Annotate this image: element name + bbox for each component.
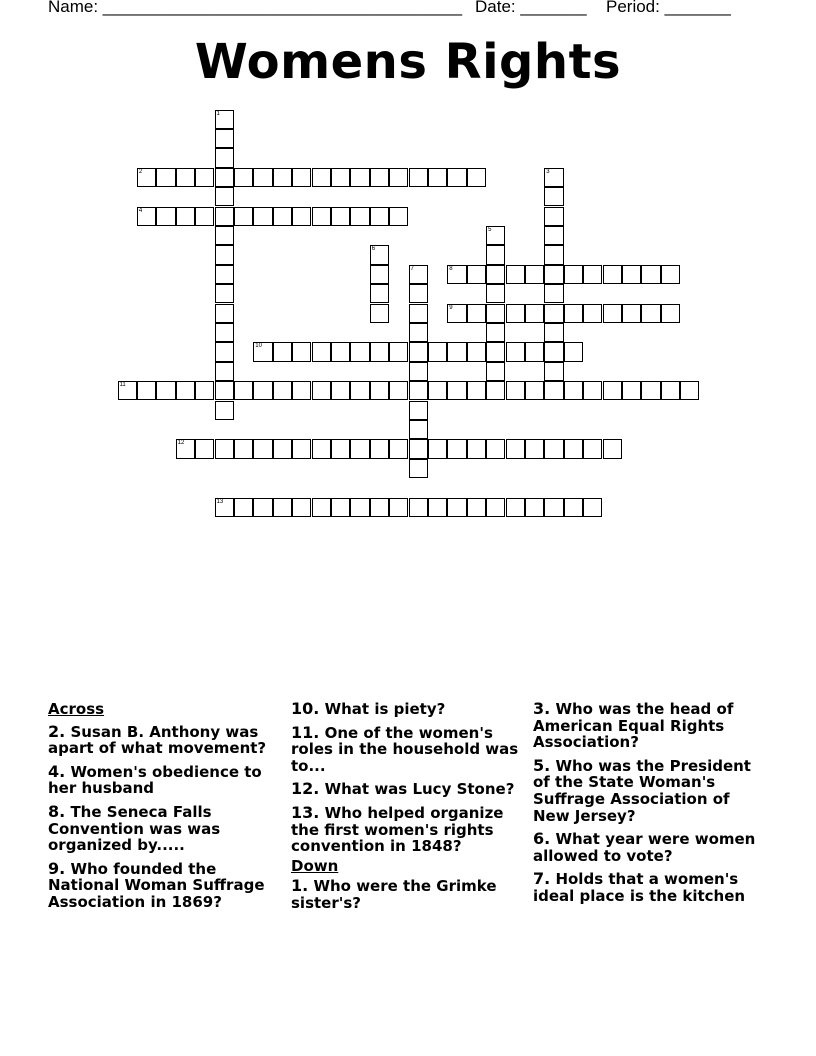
grid-cell[interactable] [331,439,350,458]
grid-cell[interactable] [564,342,583,361]
grid-cell[interactable] [350,207,369,226]
grid-cell[interactable] [564,439,583,458]
grid-cell[interactable] [583,304,602,323]
grid-cell[interactable] [486,498,505,517]
grid-cell[interactable] [350,342,369,361]
grid-cell[interactable] [331,498,350,517]
grid-cell[interactable] [292,439,311,458]
grid-cell[interactable] [544,362,563,381]
grid-cell[interactable] [506,265,525,284]
grid-cell[interactable] [389,439,408,458]
grid-cell[interactable] [525,439,544,458]
grid-cell[interactable] [409,439,428,458]
grid-cell[interactable] [331,207,350,226]
clue-down-3: 3. Who was the head of American Equal Rights Association? [533,699,734,752]
grid-cell[interactable] [215,148,234,167]
grid-cell[interactable] [564,265,583,284]
grid-cell[interactable] [428,342,447,361]
grid-cell[interactable] [331,168,350,187]
clue-across-10: 10. What is piety? [291,699,446,718]
grid-cell[interactable] [370,284,389,303]
grid-cell[interactable] [486,226,505,245]
grid-cell[interactable] [544,245,563,264]
grid-cell[interactable] [544,168,563,187]
clue-number: 8 [449,265,453,272]
grid-cell[interactable] [583,381,602,400]
grid-cell[interactable] [253,207,272,226]
clue-down-7: 7. Holds that a women's ideal place is the kitchen [533,869,746,905]
grid-cell[interactable] [447,342,466,361]
grid-cell[interactable] [215,323,234,342]
name-field[interactable]: Name: ______________________________________ [48,0,463,16]
grid-cell[interactable] [273,168,292,187]
grid-cell[interactable] [370,207,389,226]
grid-cell[interactable] [661,304,680,323]
grid-cell[interactable] [525,342,544,361]
grid-cell[interactable] [253,439,272,458]
clue-number: 4 [138,207,143,214]
grid-cell[interactable] [389,381,408,400]
grid-cell[interactable] [137,168,156,187]
grid-cell[interactable] [253,342,272,361]
grid-cell[interactable] [137,381,156,400]
grid-cell[interactable] [215,226,234,245]
grid-cell[interactable] [583,439,602,458]
grid-cell[interactable] [312,439,331,458]
page-title: Womens Rights [194,34,622,90]
grid-cell[interactable] [506,439,525,458]
grid-cell[interactable] [544,323,563,342]
grid-cell[interactable] [253,498,272,517]
grid-cell[interactable] [195,439,214,458]
grid-cell[interactable] [350,498,369,517]
grid-cell[interactable] [525,265,544,284]
grid-cell[interactable] [195,381,214,400]
grid-cell[interactable] [156,381,175,400]
grid-cell[interactable] [680,381,699,400]
clue-number: 9 [449,304,453,311]
grid-cell[interactable] [215,304,234,323]
clue-number: 11 [119,382,126,389]
grid-cell[interactable] [486,342,505,361]
grid-cell[interactable] [370,439,389,458]
grid-cell[interactable] [564,304,583,323]
clue-across-12: 12. What was Lucy Stone? [291,779,515,799]
grid-cell[interactable] [486,323,505,342]
grid-cell[interactable] [409,498,428,517]
grid-cell[interactable] [312,168,331,187]
grid-cell[interactable] [350,439,369,458]
grid-cell[interactable] [215,342,234,361]
grid-cell[interactable] [447,168,466,187]
grid-cell[interactable] [215,284,234,303]
grid-cell[interactable] [525,498,544,517]
grid-cell[interactable] [641,381,660,400]
grid-cell[interactable] [370,245,389,264]
clues-column-2 [291,701,521,919]
grid-cell[interactable] [486,265,505,284]
grid-cell[interactable] [583,498,602,517]
grid-cell[interactable] [137,207,156,226]
grid-cell[interactable] [447,381,466,400]
grid-cell[interactable] [370,381,389,400]
grid-cell[interactable] [544,498,563,517]
grid-cell[interactable] [215,129,234,148]
grid-cell[interactable] [467,168,486,187]
period-field[interactable]: Period: _______ [606,0,731,16]
grid-cell[interactable] [370,265,389,284]
grid-cell[interactable] [447,498,466,517]
clue-number: 3 [546,168,550,175]
clue-down-5: 5. Who was the President of the State Woman's Suffrage Association of New Jersey? [533,755,751,825]
grid-cell[interactable] [544,439,563,458]
grid-cell[interactable] [467,439,486,458]
grid-cell[interactable] [409,323,428,342]
grid-cell[interactable] [215,439,234,458]
grid-cell[interactable] [603,265,622,284]
grid-cell[interactable] [641,265,660,284]
grid-cell[interactable] [195,207,214,226]
grid-cell[interactable] [409,265,428,284]
grid-cell[interactable] [486,304,505,323]
clue-number: 2 [138,168,143,175]
grid-cell[interactable] [428,498,447,517]
grid-cell[interactable] [273,498,292,517]
grid-cell[interactable] [564,381,583,400]
grid-cell[interactable] [486,362,505,381]
grid-cell[interactable] [447,439,466,458]
grid-cell[interactable] [234,207,253,226]
grid-cell[interactable] [486,439,505,458]
grid-cell[interactable] [506,381,525,400]
grid-cell[interactable] [409,420,428,439]
grid-cell[interactable] [253,381,272,400]
grid-cell[interactable] [506,498,525,517]
grid-cell[interactable] [603,381,622,400]
grid-cell[interactable] [234,498,253,517]
grid-cell[interactable] [215,381,234,400]
grid-cell[interactable] [428,381,447,400]
grid-cell[interactable] [312,207,331,226]
clue-across-9: 9. Who founded the National Woman Suffrage Association in 1869? [48,858,265,911]
grid-cell[interactable] [331,381,350,400]
grid-cell[interactable] [428,168,447,187]
grid-cell[interactable] [409,304,428,323]
grid-cell[interactable] [583,265,602,284]
grid-cell[interactable] [603,304,622,323]
grid-cell[interactable] [409,168,428,187]
grid-cell[interactable] [467,498,486,517]
grid-cell[interactable] [603,439,622,458]
grid-cell[interactable] [486,381,505,400]
grid-cell[interactable] [661,265,680,284]
grid-cell[interactable] [273,207,292,226]
across-heading: Across [48,700,105,718]
grid-cell[interactable] [176,381,195,400]
grid-cell[interactable] [409,362,428,381]
clue-down-6: 6. What year were women allowed to vote? [533,829,756,865]
grid-cell[interactable] [292,207,311,226]
grid-cell[interactable] [350,168,369,187]
grid-cell[interactable] [176,439,195,458]
grid-cell[interactable] [544,226,563,245]
grid-cell[interactable] [409,284,428,303]
grid-cell[interactable] [525,304,544,323]
grid-cell[interactable] [467,265,486,284]
grid-cell[interactable] [215,187,234,206]
grid-cell[interactable] [447,304,466,323]
grid-cell[interactable] [544,265,563,284]
grid-cell[interactable] [156,207,175,226]
grid-cell[interactable] [370,498,389,517]
clue-number: 7 [410,265,414,272]
clue-across-4: 4. Women's obedience to her husband [48,761,262,798]
clue-number: 10 [255,343,262,350]
grid-cell[interactable] [273,381,292,400]
clue-number: 12 [177,440,185,447]
clue-number: 5 [488,226,492,233]
grid-cell[interactable] [389,207,408,226]
grid-cell[interactable] [215,207,234,226]
grid-cell[interactable] [234,168,253,187]
grid-cell[interactable] [273,439,292,458]
grid-cell[interactable] [312,381,331,400]
clue-across-11: 11. One of the women's roles in the household was to... [291,722,519,775]
clue-number: 1 [216,110,220,117]
grid-cell[interactable] [195,168,214,187]
date-field[interactable]: Date: _______ [475,0,587,16]
grid-cell[interactable] [176,168,195,187]
grid-cell[interactable] [544,284,563,303]
grid-cell[interactable] [506,304,525,323]
clue-number: 6 [371,246,376,253]
clue-across-2: 2. Susan B. Anthony was apart of what movement? [48,721,267,758]
grid-cell[interactable] [409,459,428,478]
grid-cell[interactable] [564,498,583,517]
grid-cell[interactable] [292,342,311,361]
grid-cell[interactable] [215,362,234,381]
grid-cell[interactable] [312,498,331,517]
grid-cell[interactable] [273,342,292,361]
grid-cell[interactable] [428,439,447,458]
grid-cell[interactable] [622,304,641,323]
grid-cell[interactable] [409,342,428,361]
grid-cell[interactable] [622,381,641,400]
grid-cell[interactable] [215,401,234,420]
grid-cell[interactable] [312,342,331,361]
grid-cell[interactable] [641,304,660,323]
grid-cell[interactable] [215,498,234,517]
grid-cell[interactable] [467,381,486,400]
grid-cell[interactable] [370,304,389,323]
clue-down-1: 1. Who were the Grimke sister's? [291,876,497,912]
grid-cell[interactable] [156,168,175,187]
clues-column-3 [533,701,763,912]
grid-cell[interactable] [389,498,408,517]
clue-across-13: 13. Who helped organize the first women's rights convention in 1848? [291,802,504,856]
grid-cell[interactable] [467,304,486,323]
grid-cell[interactable] [370,168,389,187]
down-heading: Down [291,856,339,875]
grid-cell[interactable] [215,168,234,187]
grid-cell[interactable] [622,265,641,284]
grid-cell[interactable] [253,168,272,187]
grid-cell[interactable] [331,342,350,361]
grid-cell[interactable] [389,168,408,187]
grid-cell[interactable] [292,168,311,187]
grid-cell[interactable] [292,498,311,517]
grid-cell[interactable] [544,187,563,206]
grid-cell[interactable] [234,381,253,400]
grid-cell[interactable] [215,265,234,284]
grid-cell[interactable] [176,207,195,226]
grid-cell[interactable] [292,381,311,400]
grid-cell[interactable] [544,381,563,400]
grid-cell[interactable] [409,401,428,420]
grid-cell[interactable] [486,245,505,264]
grid-cell[interactable] [486,284,505,303]
clues-column-1 [48,701,278,918]
clue-number: 13 [216,498,224,505]
clue-across-8: 8. The Seneca Falls Convention was was organized by..... [48,801,221,855]
grid-cell[interactable] [525,381,544,400]
grid-cell[interactable] [215,110,234,129]
grid-cell[interactable] [544,207,563,226]
grid-cell[interactable] [409,381,428,400]
grid-cell[interactable] [506,342,525,361]
grid-cell[interactable] [389,342,408,361]
grid-cell[interactable] [118,381,137,400]
grid-cell[interactable] [661,381,680,400]
grid-cell[interactable] [544,342,563,361]
grid-cell[interactable] [467,342,486,361]
grid-cell[interactable] [544,304,563,323]
grid-cell[interactable] [234,439,253,458]
grid-cell[interactable] [350,381,369,400]
grid-cell[interactable] [447,265,466,284]
grid-cell[interactable] [215,245,234,264]
grid-cell[interactable] [370,342,389,361]
